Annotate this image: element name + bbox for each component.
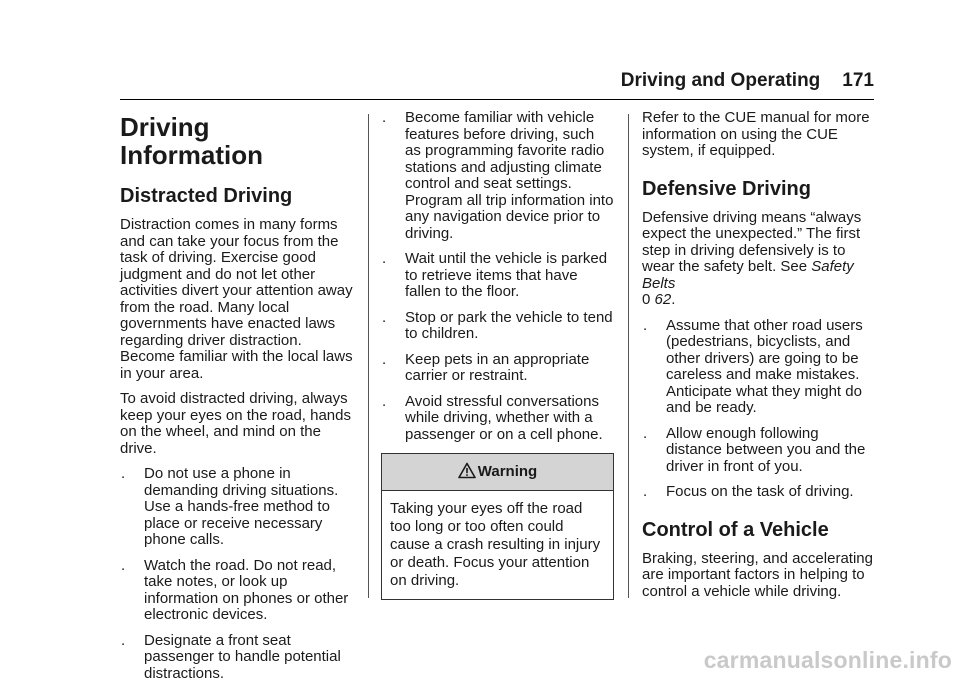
bullet-marker: . <box>382 109 387 126</box>
column-2 <box>381 110 614 600</box>
list-item: . Stop or park the vehicle to tend to children. <box>382 308 613 342</box>
bullet-marker: . <box>643 483 648 500</box>
bullet-marker: . <box>121 465 126 482</box>
section-heading-defensive: Defensive Driving <box>642 177 811 200</box>
section-heading-distracted: Distracted Driving <box>120 185 293 207</box>
list-item: . Designate a front seat passenger to handle potential distractions. <box>121 631 341 682</box>
warning-header <box>382 454 613 491</box>
list-item: . Assume that other road users (pedestrians, bicyclists, and other drivers) are going to be careless and make mistakes. Anticipate what they might do and be ready. <box>643 316 863 416</box>
list-item: . Watch the road. Do not read, take notes, or look up information on phones or other electronic devices. <box>121 556 349 623</box>
paragraph: Refer to the CUE manual for more information on using the CUE system, if equipped. <box>642 109 870 159</box>
page-title: Driving Information <box>120 112 263 170</box>
list-item: . Become familiar with vehicle features before driving, such as programming favorite radio stations and adjusting climate control and seat settings. Program all trip information into any navigation device prior to driving. <box>382 109 614 242</box>
section-heading-control: Control of a Vehicle <box>642 518 829 541</box>
page-number: 171 <box>842 70 874 91</box>
watermark: carmanualsonline.info <box>703 647 952 673</box>
paragraph: Braking, steering, and accelerating are important factors in helping to control a vehicle while driving. <box>642 549 873 600</box>
list-item: . Focus on the task of driving. <box>643 483 854 500</box>
bullet-marker: . <box>643 316 648 334</box>
paragraph: Defensive driving means “always expect the unexpected.” The first step in driving defensively is to wear the safety belt. See Safety Belts 0 62. <box>642 208 862 308</box>
bullet-marker: . <box>382 250 387 267</box>
column-1 <box>120 110 356 691</box>
page-header <box>621 70 874 92</box>
page-reference[interactable]: 62 <box>654 291 672 308</box>
bullet-marker: . <box>382 392 387 410</box>
warning-text: Taking your eyes off the road too long or too often could cause a crash resulting in injury or death. Focus your attention on driving. <box>390 500 601 589</box>
list-item: . Allow enough following distance between you and the driver in front of you. <box>643 424 866 475</box>
warning-triangle-icon <box>458 462 476 484</box>
list-item: . Wait until the vehicle is parked to retrieve items that have fallen to the floor. <box>382 250 608 300</box>
cross-reference-link[interactable]: Safety Belts <box>642 258 854 292</box>
bullet-marker: . <box>643 424 648 442</box>
header-rule <box>120 99 874 100</box>
paragraph: Distraction comes in many forms and can take your focus from the task of driving. Exercise good judgment and do not let other activities divert your attention away from the road. Many local governments have enacted laws regarding driver distraction. Become familiar with the local laws in your area. <box>120 216 353 382</box>
warning-box <box>381 453 614 600</box>
bullet-marker: . <box>121 631 126 649</box>
page-ref-arrow: 0 <box>642 291 651 308</box>
bullet-marker: . <box>382 308 387 326</box>
column-divider <box>628 114 629 598</box>
section-title: Driving and Operating <box>620 70 821 91</box>
list-item: . Do not use a phone in demanding driving situations. Use a hands-free method to place or receive necessary phone calls. <box>121 465 339 548</box>
warning-title: Warning <box>477 463 538 480</box>
bullet-marker: . <box>382 350 387 368</box>
column-3 <box>642 110 878 609</box>
bullet-marker: . <box>121 556 126 574</box>
column-divider <box>368 114 369 598</box>
list-item: . Keep pets in an appropriate carrier or restraint. <box>382 350 590 384</box>
paragraph: To avoid distracted driving, always keep your eyes on the road, hands on the wheel, and mind on the drive. <box>120 390 351 457</box>
list-item: . Avoid stressful conversations while driving, whether with a passenger or on a cell phone. <box>382 392 603 443</box>
